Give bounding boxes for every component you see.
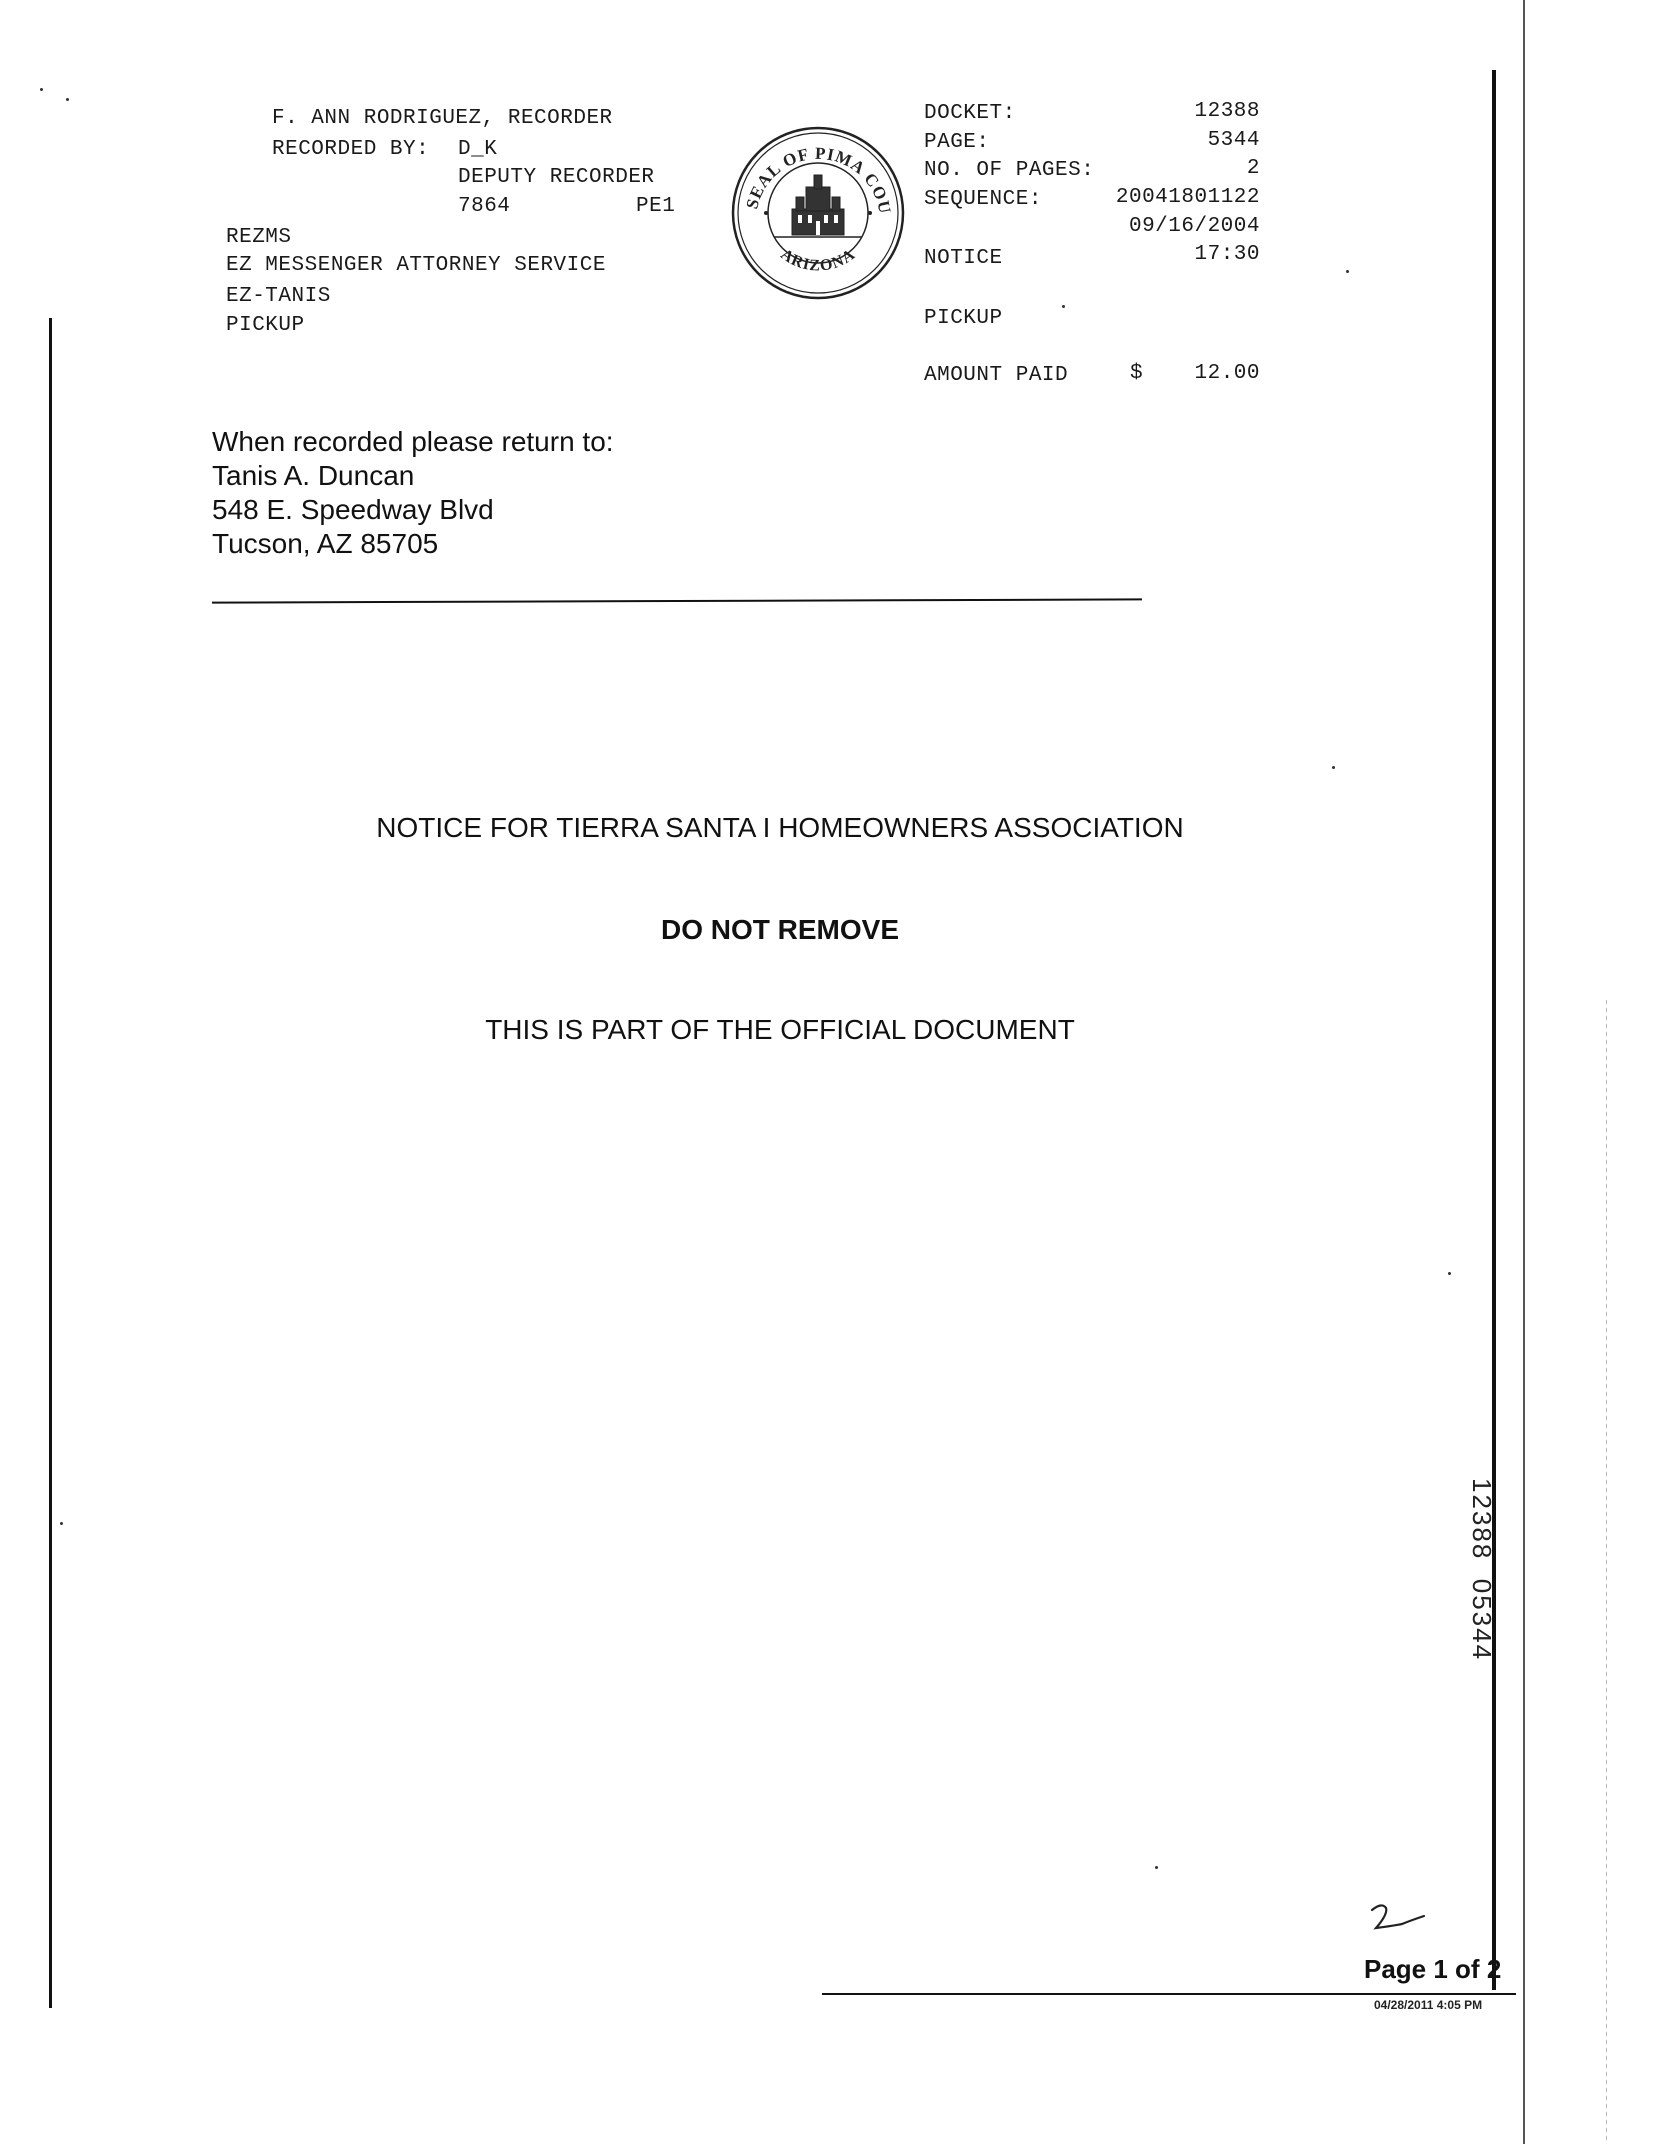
return-street: 548 E. Speedway Blvd xyxy=(212,494,494,525)
recording-time: 17:30 xyxy=(1194,243,1260,266)
docket-label: DOCKET: xyxy=(924,102,1016,125)
return-instruction: When recorded please return to: xyxy=(212,426,614,457)
page-indicator: Page 1 of 2 xyxy=(1364,1954,1502,1984)
page-value: 5344 xyxy=(1207,129,1260,152)
seal-top-text: SEAL OF PIMA COU xyxy=(742,143,895,216)
recorded-by-label: RECORDED BY: xyxy=(272,138,430,161)
notice-title: NOTICE FOR TIERRA SANTA I HOMEOWNERS ASSOCIATION xyxy=(376,812,1184,843)
num-pages-label: NO. OF PAGES: xyxy=(924,159,1095,182)
delivery-method-right: PICKUP xyxy=(924,307,1003,330)
official-document-statement: THIS IS PART OF THE OFFICIAL DOCUMENT xyxy=(485,1014,1075,1045)
page-label: PAGE: xyxy=(924,131,990,154)
return-block-divider xyxy=(212,598,1142,603)
svg-text:ARIZONA xyxy=(777,246,858,275)
scan-speck xyxy=(40,88,43,91)
pima-county-seal xyxy=(730,125,906,301)
print-timestamp: 04/28/2011 4:05 PM xyxy=(1374,1998,1483,2012)
deputy-number: 7864 xyxy=(458,195,511,218)
scan-speck xyxy=(1062,305,1065,308)
recorded-by-value: D_K xyxy=(458,138,498,161)
footer-rule xyxy=(822,1993,1516,1995)
amount-paid-label: AMOUNT PAID xyxy=(924,364,1069,387)
currency-symbol: $ xyxy=(1130,362,1144,385)
return-address-block xyxy=(212,425,614,561)
account-name: EZ-TANIS xyxy=(226,285,331,308)
deputy-title: DEPUTY RECORDER xyxy=(458,166,655,189)
seal-graphic xyxy=(730,125,906,301)
scan-edge-dotted-line xyxy=(1606,1000,1607,2144)
amount-paid-value: 12.00 xyxy=(1194,362,1260,385)
return-name: Tanis A. Duncan xyxy=(212,460,415,491)
sequence-label: SEQUENCE: xyxy=(924,188,1042,211)
scan-speck xyxy=(66,98,69,101)
do-not-remove-warning: DO NOT REMOVE xyxy=(660,914,899,945)
document-type-label: NOTICE xyxy=(924,247,1003,270)
scan-speck xyxy=(1346,270,1349,273)
delivery-method-left: PICKUP xyxy=(226,314,305,337)
recorder-line: F. ANN RODRIGUEZ, RECORDER xyxy=(272,107,613,130)
seal-bottom-text: ARIZONA xyxy=(777,245,859,275)
recording-date: 09/16/2004 xyxy=(1128,215,1260,238)
scan-speck xyxy=(1332,766,1335,769)
deputy-code: PE1 xyxy=(636,195,676,218)
company-name: EZ MESSENGER ATTORNEY SERVICE xyxy=(226,254,606,277)
scan-speck xyxy=(60,1522,63,1525)
return-city-state-zip: Tucson, AZ 85705 xyxy=(212,528,439,559)
far-right-edge-line xyxy=(1523,0,1525,2144)
scan-speck xyxy=(1448,1272,1451,1275)
docket-value: 12388 xyxy=(1194,100,1260,123)
docket-page-side-stamp: 12388 05344 xyxy=(1467,1478,1497,1662)
handwritten-page-mark xyxy=(1368,1900,1438,1940)
num-pages-value: 2 xyxy=(1246,157,1260,180)
scan-speck xyxy=(1155,1866,1158,1869)
left-border-line xyxy=(49,318,52,2008)
sequence-value: 20041801122 xyxy=(1115,186,1260,209)
recording-code: REZMS xyxy=(226,226,292,249)
